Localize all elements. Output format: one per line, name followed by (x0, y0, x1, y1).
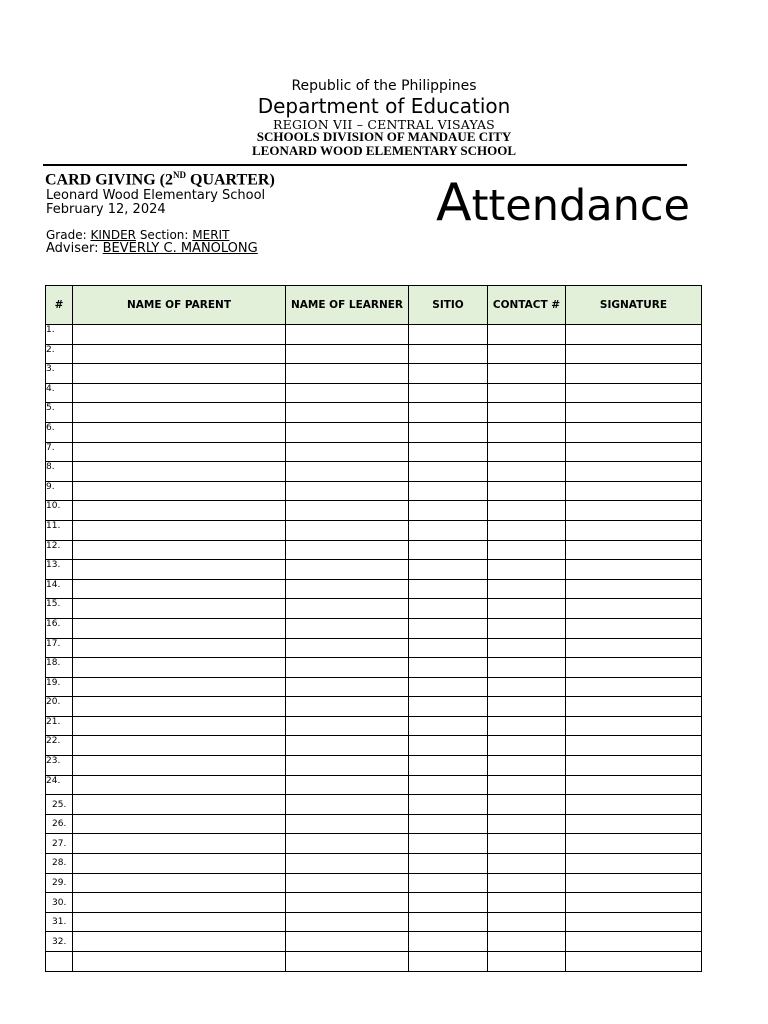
cell-sitio[interactable] (409, 520, 488, 540)
cell-contact[interactable] (488, 579, 566, 599)
cell-contact[interactable] (488, 893, 566, 913)
cell-sitio[interactable] (409, 775, 488, 795)
cell-learner[interactable] (286, 658, 409, 678)
cell-signature[interactable] (566, 520, 702, 540)
cell-learner[interactable] (286, 481, 409, 501)
cell-sitio[interactable] (409, 462, 488, 482)
row-number: 32. (46, 932, 73, 952)
row-number: 5. (46, 403, 73, 423)
event-school: Leonard Wood Elementary School (46, 188, 266, 203)
cell-learner[interactable] (286, 697, 409, 717)
cell-parent[interactable] (73, 814, 286, 834)
cell-parent[interactable] (73, 481, 286, 501)
cell-contact[interactable] (488, 422, 566, 442)
cell-contact[interactable] (488, 325, 566, 345)
cell-parent[interactable] (73, 834, 286, 854)
cell-learner[interactable] (286, 383, 409, 403)
row-number: 2. (46, 344, 73, 364)
row-number: 11. (46, 520, 73, 540)
cell-contact[interactable] (488, 403, 566, 423)
cell-contact[interactable] (488, 442, 566, 462)
cell-parent[interactable] (73, 736, 286, 756)
table-row (46, 716, 702, 736)
cell-signature[interactable] (566, 775, 702, 795)
grade-section-line (46, 228, 229, 242)
adviser-value: BEVERLY C. MANOLONG (102, 241, 258, 256)
event-title (45, 170, 275, 189)
attendance-table (45, 285, 702, 972)
cell-parent[interactable] (73, 952, 286, 972)
cell-signature[interactable] (566, 854, 702, 874)
table-row (46, 952, 702, 972)
event-title-sup: ND (173, 170, 186, 180)
cell-parent[interactable] (73, 344, 286, 364)
cell-contact[interactable] (488, 481, 566, 501)
section-label: Section: (136, 228, 193, 242)
table-row (46, 736, 702, 756)
cell-signature[interactable] (566, 756, 702, 776)
table-row (46, 893, 702, 913)
cell-sitio[interactable] (409, 344, 488, 364)
cell-contact[interactable] (488, 462, 566, 482)
table-row (46, 344, 702, 364)
cell-contact[interactable] (488, 736, 566, 756)
cell-signature[interactable] (566, 383, 702, 403)
cell-signature[interactable] (566, 422, 702, 442)
cell-signature[interactable] (566, 442, 702, 462)
cell-signature[interactable] (566, 716, 702, 736)
cell-learner[interactable] (286, 834, 409, 854)
header-department: Department of Education (257, 94, 511, 118)
adviser-label: Adviser: (46, 241, 103, 256)
cell-learner[interactable] (286, 579, 409, 599)
row-number: 22. (46, 736, 73, 756)
cell-learner[interactable] (286, 618, 409, 638)
table-header-row (46, 286, 702, 325)
cell-signature[interactable] (566, 540, 702, 560)
row-number: 20. (46, 697, 73, 717)
attendance-title (436, 172, 690, 234)
row-number: 29. (46, 873, 73, 893)
cell-learner[interactable] (286, 873, 409, 893)
cell-contact[interactable] (488, 520, 566, 540)
cell-contact[interactable] (488, 560, 566, 580)
cell-parent[interactable] (73, 697, 286, 717)
cell-sitio[interactable] (409, 756, 488, 776)
cell-sitio[interactable] (409, 403, 488, 423)
attendance-initial: A (436, 173, 472, 233)
cell-parent[interactable] (73, 775, 286, 795)
cell-signature[interactable] (566, 952, 702, 972)
cell-signature[interactable] (566, 736, 702, 756)
cell-sitio[interactable] (409, 501, 488, 521)
table-row (46, 403, 702, 423)
cell-learner[interactable] (286, 795, 409, 815)
cell-signature[interactable] (566, 403, 702, 423)
header-republic: Republic of the Philippines (291, 78, 477, 94)
cell-contact[interactable] (488, 618, 566, 638)
cell-sitio[interactable] (409, 697, 488, 717)
cell-learner[interactable] (286, 775, 409, 795)
cell-learner[interactable] (286, 403, 409, 423)
cell-parent[interactable] (73, 579, 286, 599)
cell-sitio[interactable] (409, 540, 488, 560)
cell-parent[interactable] (73, 422, 286, 442)
col-header-contact: CONTACT # (488, 286, 566, 325)
col-header-parent: NAME OF PARENT (73, 286, 286, 325)
table-row (46, 775, 702, 795)
cell-contact[interactable] (488, 873, 566, 893)
cell-parent[interactable] (73, 540, 286, 560)
cell-parent[interactable] (73, 912, 286, 932)
cell-parent[interactable] (73, 560, 286, 580)
row-number: 14. (46, 579, 73, 599)
cell-sitio[interactable] (409, 442, 488, 462)
cell-sitio[interactable] (409, 325, 488, 345)
table-row (46, 520, 702, 540)
cell-learner[interactable] (286, 520, 409, 540)
cell-signature[interactable] (566, 795, 702, 815)
row-number: 25. (46, 795, 73, 815)
cell-contact[interactable] (488, 658, 566, 678)
header-school: LEONARD WOOD ELEMENTARY SCHOOL (251, 143, 517, 158)
table-row (46, 638, 702, 658)
cell-learner[interactable] (286, 364, 409, 384)
header-divider (43, 164, 687, 166)
cell-learner[interactable] (286, 932, 409, 952)
cell-parent[interactable] (73, 795, 286, 815)
event-title-prefix: CARD GIVING (2 (45, 171, 173, 189)
cell-sitio[interactable] (409, 579, 488, 599)
cell-sitio[interactable] (409, 560, 488, 580)
table-row (46, 697, 702, 717)
cell-sitio[interactable] (409, 952, 488, 972)
cell-learner[interactable] (286, 462, 409, 482)
cell-signature[interactable] (566, 462, 702, 482)
cell-sitio[interactable] (409, 834, 488, 854)
cell-learner[interactable] (286, 344, 409, 364)
row-number: 7. (46, 442, 73, 462)
row-number: 1. (46, 325, 73, 345)
cell-contact[interactable] (488, 834, 566, 854)
cell-contact[interactable] (488, 599, 566, 619)
cell-contact[interactable] (488, 756, 566, 776)
col-header-signature: SIGNATURE (566, 286, 702, 325)
table-row (46, 422, 702, 442)
cell-learner[interactable] (286, 677, 409, 697)
table-row (46, 814, 702, 834)
cell-sitio[interactable] (409, 599, 488, 619)
cell-learner[interactable] (286, 854, 409, 874)
header-region: REGION VII – CENTRAL VISAYAS (273, 117, 495, 132)
cell-contact[interactable] (488, 854, 566, 874)
cell-signature[interactable] (566, 873, 702, 893)
cell-contact[interactable] (488, 364, 566, 384)
cell-contact[interactable] (488, 912, 566, 932)
cell-learner[interactable] (286, 560, 409, 580)
col-header-learner: NAME OF LEARNER (286, 286, 409, 325)
adviser-line (46, 241, 258, 256)
cell-learner[interactable] (286, 912, 409, 932)
cell-parent[interactable] (73, 716, 286, 736)
cell-parent[interactable] (73, 658, 286, 678)
cell-signature[interactable] (566, 618, 702, 638)
cell-parent[interactable] (73, 501, 286, 521)
cell-signature[interactable] (566, 834, 702, 854)
table-row (46, 560, 702, 580)
cell-learner[interactable] (286, 540, 409, 560)
cell-signature[interactable] (566, 599, 702, 619)
cell-learner[interactable] (286, 422, 409, 442)
cell-sitio[interactable] (409, 422, 488, 442)
cell-parent[interactable] (73, 756, 286, 776)
cell-parent[interactable] (73, 325, 286, 345)
cell-sitio[interactable] (409, 932, 488, 952)
cell-parent[interactable] (73, 873, 286, 893)
cell-sitio[interactable] (409, 716, 488, 736)
table-row (46, 795, 702, 815)
table-row (46, 462, 702, 482)
cell-signature[interactable] (566, 579, 702, 599)
col-header-number: # (46, 286, 73, 325)
cell-sitio[interactable] (409, 736, 488, 756)
cell-contact[interactable] (488, 638, 566, 658)
cell-signature[interactable] (566, 501, 702, 521)
table-row (46, 442, 702, 462)
grade-label: Grade: (46, 228, 91, 242)
cell-signature[interactable] (566, 677, 702, 697)
cell-contact[interactable] (488, 952, 566, 972)
cell-learner[interactable] (286, 599, 409, 619)
row-number: 21. (46, 716, 73, 736)
table-row (46, 677, 702, 697)
cell-contact[interactable] (488, 540, 566, 560)
row-number: 23. (46, 756, 73, 776)
table-row (46, 383, 702, 403)
header-division: SCHOOLS DIVISION OF MANDAUE CITY (256, 129, 512, 144)
cell-sitio[interactable] (409, 912, 488, 932)
cell-sitio[interactable] (409, 658, 488, 678)
cell-sitio[interactable] (409, 814, 488, 834)
cell-parent[interactable] (73, 462, 286, 482)
row-number: 6. (46, 422, 73, 442)
cell-contact[interactable] (488, 814, 566, 834)
table-row (46, 932, 702, 952)
cell-contact[interactable] (488, 677, 566, 697)
event-date: February 12, 2024 (46, 202, 166, 217)
cell-sitio[interactable] (409, 364, 488, 384)
cell-signature[interactable] (566, 697, 702, 717)
cell-parent[interactable] (73, 599, 286, 619)
cell-parent[interactable] (73, 893, 286, 913)
row-number: 31. (46, 912, 73, 932)
row-number: 19. (46, 677, 73, 697)
cell-parent[interactable] (73, 638, 286, 658)
cell-parent[interactable] (73, 618, 286, 638)
row-number: 27. (46, 834, 73, 854)
row-number: 24. (46, 775, 73, 795)
row-number: 13. (46, 560, 73, 580)
table-row (46, 658, 702, 678)
cell-contact[interactable] (488, 775, 566, 795)
cell-parent[interactable] (73, 442, 286, 462)
row-number: 12. (46, 540, 73, 560)
cell-learner[interactable] (286, 325, 409, 345)
cell-sitio[interactable] (409, 854, 488, 874)
cell-signature[interactable] (566, 364, 702, 384)
table-row (46, 579, 702, 599)
cell-signature[interactable] (566, 344, 702, 364)
row-number: 15. (46, 599, 73, 619)
table-row (46, 599, 702, 619)
cell-parent[interactable] (73, 364, 286, 384)
row-number: 30. (46, 893, 73, 913)
cell-parent[interactable] (73, 854, 286, 874)
cell-signature[interactable] (566, 638, 702, 658)
cell-sitio[interactable] (409, 873, 488, 893)
cell-learner[interactable] (286, 893, 409, 913)
table-row (46, 873, 702, 893)
cell-learner[interactable] (286, 501, 409, 521)
cell-learner[interactable] (286, 756, 409, 776)
cell-sitio[interactable] (409, 383, 488, 403)
cell-learner[interactable] (286, 716, 409, 736)
table-row (46, 325, 702, 345)
table-row (46, 854, 702, 874)
table-row (46, 364, 702, 384)
cell-signature[interactable] (566, 325, 702, 345)
cell-parent[interactable] (73, 677, 286, 697)
cell-sitio[interactable] (409, 677, 488, 697)
row-number: 18. (46, 658, 73, 678)
table-row (46, 912, 702, 932)
cell-signature[interactable] (566, 932, 702, 952)
table-row (46, 834, 702, 854)
table-row (46, 756, 702, 776)
cell-signature[interactable] (566, 481, 702, 501)
grade-value: KINDER (90, 228, 136, 242)
cell-signature[interactable] (566, 560, 702, 580)
cell-parent[interactable] (73, 932, 286, 952)
row-number: 4. (46, 383, 73, 403)
row-number: 9. (46, 481, 73, 501)
row-number: 8. (46, 462, 73, 482)
row-number: 16. (46, 618, 73, 638)
cell-learner[interactable] (286, 442, 409, 462)
cell-contact[interactable] (488, 697, 566, 717)
cell-contact[interactable] (488, 501, 566, 521)
table-row (46, 618, 702, 638)
row-number: 3. (46, 364, 73, 384)
table-row (46, 501, 702, 521)
cell-sitio[interactable] (409, 618, 488, 638)
row-number: 10. (46, 501, 73, 521)
row-number: 26. (46, 814, 73, 834)
section-value: MERIT (192, 228, 230, 242)
cell-sitio[interactable] (409, 893, 488, 913)
cell-contact[interactable] (488, 344, 566, 364)
cell-learner[interactable] (286, 814, 409, 834)
event-title-suffix: QUARTER) (186, 171, 275, 189)
cell-contact[interactable] (488, 383, 566, 403)
cell-signature[interactable] (566, 814, 702, 834)
cell-sitio[interactable] (409, 638, 488, 658)
attendance-rest: ttendance (471, 181, 691, 231)
row-number: 28. (46, 854, 73, 874)
cell-parent[interactable] (73, 383, 286, 403)
cell-sitio[interactable] (409, 481, 488, 501)
cell-contact[interactable] (488, 795, 566, 815)
cell-signature[interactable] (566, 893, 702, 913)
cell-learner[interactable] (286, 952, 409, 972)
cell-sitio[interactable] (409, 795, 488, 815)
table-row (46, 481, 702, 501)
cell-learner[interactable] (286, 736, 409, 756)
cell-parent[interactable] (73, 520, 286, 540)
cell-learner[interactable] (286, 638, 409, 658)
cell-signature[interactable] (566, 658, 702, 678)
col-header-sitio: SITIO (409, 286, 488, 325)
row-number: 17. (46, 638, 73, 658)
table-row (46, 540, 702, 560)
cell-signature[interactable] (566, 912, 702, 932)
row-number (46, 952, 73, 972)
cell-parent[interactable] (73, 403, 286, 423)
cell-contact[interactable] (488, 932, 566, 952)
cell-contact[interactable] (488, 716, 566, 736)
